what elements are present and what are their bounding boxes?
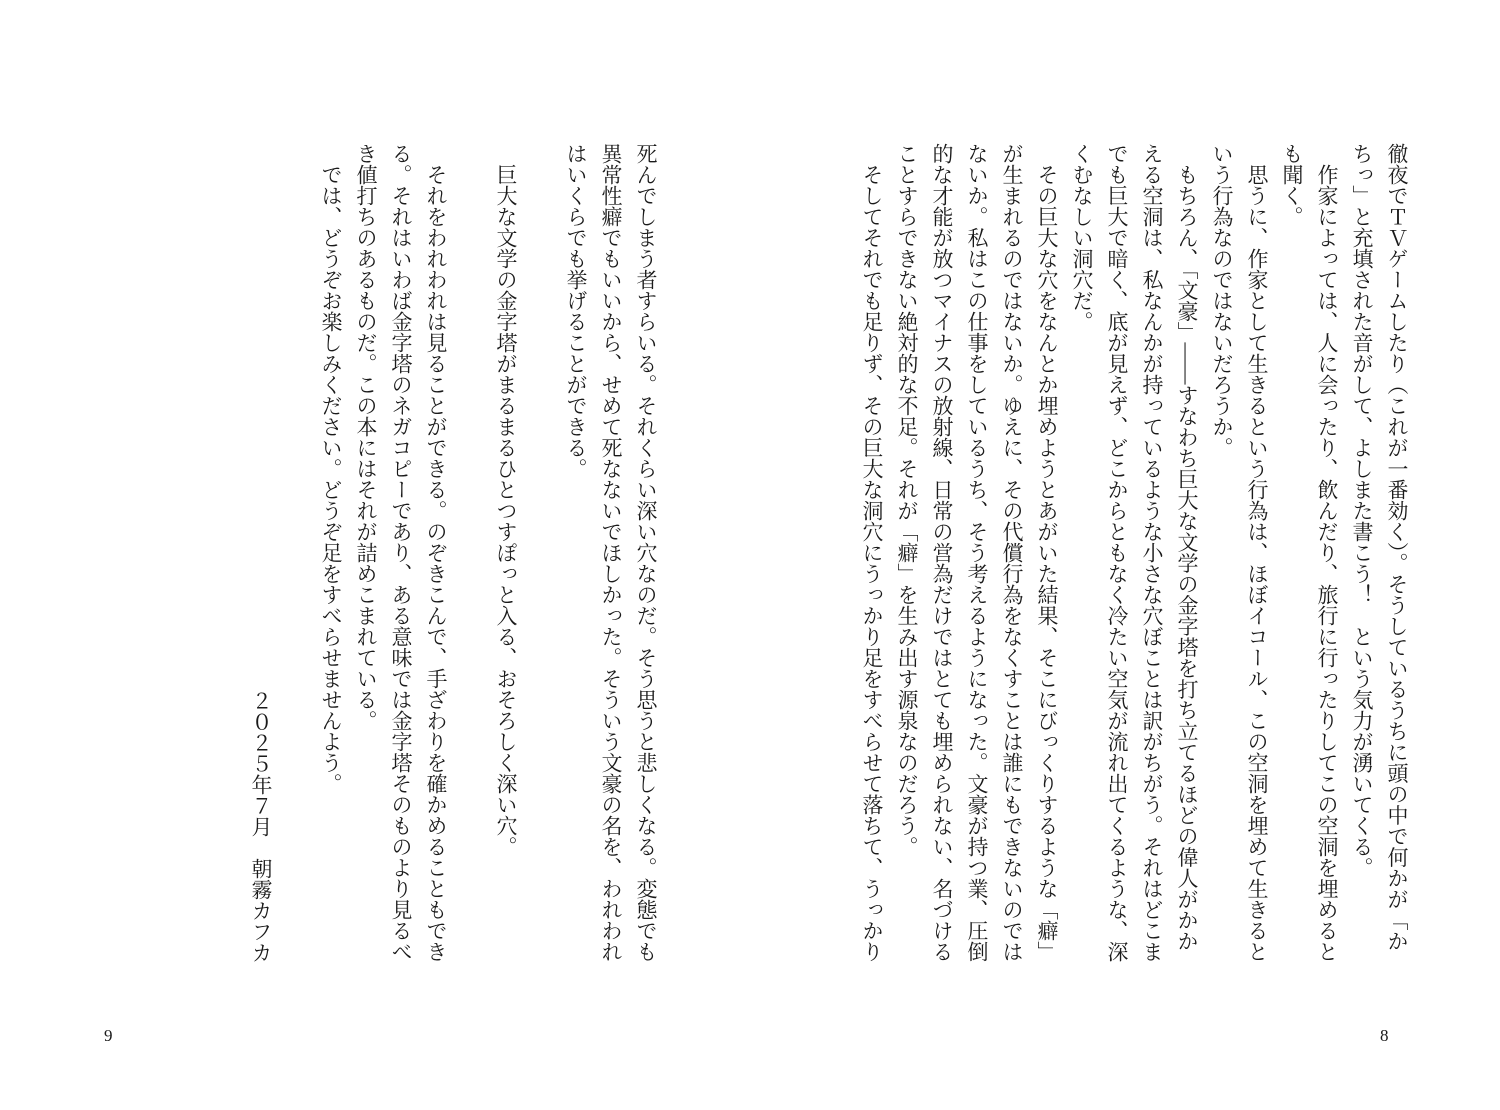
text-line: も聞く。	[1280, 143, 1304, 227]
text-line: き値打ちのあるものだ。この本にはそれが詰めこまれている。	[354, 143, 378, 731]
text-line: 異常性癖でもいいから、せめて死なないでほしかった。そういう文豪の名を、われわれ	[599, 143, 623, 962]
text-line: いう行為なのではないだろうか。	[1210, 143, 1234, 458]
text-line: もちろん、「文豪」――すなわち巨大な文学の金字塔を打ち立てるほどの偉人がかか	[1175, 164, 1199, 952]
blank-line	[278, 143, 313, 963]
text-line: そしてそれでも足りず、その巨大な洞穴にうっかり足をすべらせて落ちて、うっかり	[860, 164, 884, 962]
text-line: 巨大な文学の金字塔がまるまるひとつすぽっと入る、おそろしく深い穴。	[494, 164, 518, 857]
text-line: が生まれるのではないか。ゆえに、その代償行為をなくすことは誰にもできないのでは	[1000, 143, 1024, 962]
signature-line: ２０２５年７月 朝霧カフカ	[249, 690, 273, 963]
text-line: ないか。私はこの仕事をしているうち、そう考えるようになった。文豪が持つ業、圧倒	[965, 143, 989, 962]
text-line: る。それはいわば金字塔のネガコピーであり、ある意味では金字塔そのものより見るべ	[389, 143, 413, 962]
page-number-right: 8	[1380, 1026, 1389, 1045]
text-line: 作家によっては、人に会ったり、飲んだり、旅行に行ったりしてこの空洞を埋めると	[1315, 164, 1339, 962]
body-text-left	[243, 143, 663, 963]
text-line: はいくらでも挙げることができる。	[564, 143, 588, 479]
text-line: ちっ」と充填された音がして、よしまた書こう！ という気力が湧いてくる。	[1350, 143, 1374, 878]
text-line: 思うに、作家として生きるという行為は、ほぼイコール、この空洞を埋めて生きると	[1245, 164, 1269, 962]
text-line: える空洞は、私なんかが持っているような小さな穴ぼことは訳がちがう。それはどこま	[1140, 143, 1164, 962]
blank-line	[453, 143, 488, 963]
page-number-left: 9	[104, 1026, 113, 1045]
book-page-right	[750, 0, 1500, 1110]
text-line: でも巨大で暗く、底が見えず、どこからともなく冷たい空気が流れ出てくるような、深	[1105, 143, 1129, 962]
text-line: 死んでしまう者すらいる。それくらい深い穴なのだ。そう思うと悲しくなる。変態でも	[634, 143, 658, 962]
text-line: それをわれわれは見ることができる。のぞきこんで、手ざわりを確かめることもでき	[424, 164, 448, 962]
text-line: 的な才能が放つマイナスの放射線、日常の営為だけではとても埋められない、名づける	[930, 143, 954, 962]
text-line: では、どうぞお楽しみください。どうぞ足をすべらせませんよう。	[319, 164, 343, 794]
body-text-right	[854, 143, 1414, 963]
text-line: ことすらできない絶対的な不足。それが「癖」を生み出す源泉なのだろう。	[895, 143, 919, 857]
text-line: くむなしい洞穴だ。	[1070, 143, 1094, 332]
text-line: 徹夜でＴＶゲームしたり（これが一番効く）。そうしているうちに頭の中で何かが「か	[1385, 143, 1409, 952]
blank-line	[523, 143, 558, 963]
text-line: その巨大な穴をなんとか埋めようとあがいた結果、そこにびっくりするような「癖」	[1035, 164, 1059, 962]
